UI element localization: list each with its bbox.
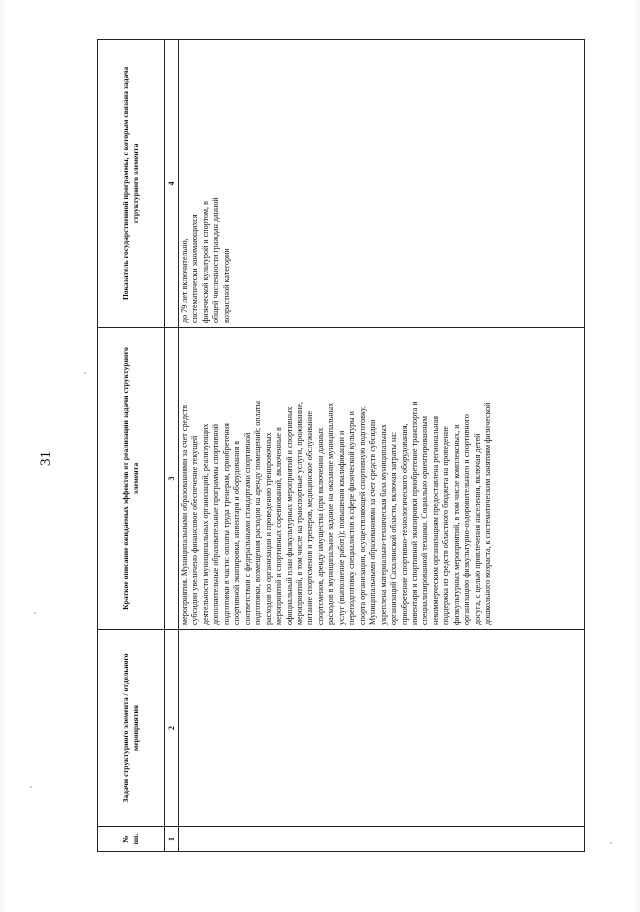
rotated-table-container: [97, 40, 587, 852]
table-row: [179, 40, 585, 852]
scan-speck: [610, 842, 612, 844]
row-number-cell: [179, 827, 585, 852]
header-effects: Краткое описание ожидаемых эффектов от реализации задачи структурного элемента: [98, 328, 165, 630]
column-number: 1: [165, 827, 179, 852]
task-cell: [179, 630, 585, 827]
scan-speck: [30, 786, 32, 788]
effects-cell: [179, 328, 585, 630]
page-number: 31: [38, 451, 54, 466]
column-number: 4: [165, 40, 179, 328]
table-header-row: [98, 40, 165, 852]
header-indicator: Показатель государственной программы, с которым связана задача структурного элемента: [98, 40, 165, 328]
indicator-cell: [179, 40, 585, 328]
indicator-text: до 79 лет включительно, систематически занимающихся физической культурой и спортом, в общей численности граждан данной возрастной категории: [180, 197, 231, 323]
program-table: [97, 39, 585, 852]
column-number: 3: [165, 328, 179, 630]
scan-speck: [84, 372, 86, 374]
column-number: 2: [165, 630, 179, 827]
scan-speck: [34, 612, 36, 614]
effects-text: мероприятия. Муниципальными образованиями за счет средств субсидии увеличено финансовое обеспечение текущей деятельности муниципальных организаций, реализующих дополнительные образовательные программы спортивной подготовки в части: оплаты труда тренерам, приобретения спортивной экипировки, инвентаря и оборудования в соответствии с федеральными стандартами спортивной подготовки, возмещения расходов на аренду помещений; оплаты расходов по организации и проведению тренировочных мероприятий и спортивных соревнований, включенные в официальный план физкультурных мероприятий и спортивных мероприятий, в том числе на транспортные услуги, проживание, питание спортсменов и тренеров, медицинское обслуживание спортсменов, аренду имущества (при включении данных расходов в муниципальное задание на оказание муниципальных услуг (выполнение работ)); повышения квалификации и переподготовку специалистов в сфере физической культуры и спорта организации, осуществляющей спортивную подготовку. Муниципальными образованиями за счет средств субсидии укреплена материально-техническая база муниципальных организаций Сахалинской области, включая затраты на: приобретение спортивно-технологического оборудования, инвентаря и спортивной экипировки приобретение транспорта и специализированной техники. Социально ориентированным некоммерческим организациям предоставлена региональная поддержка из средств областного бюджета на проведение физкультурных мероприятий, в том числе комплексных, и организацию физкультурно-оздоровительного и спортивного досуга, с целью привлечения населения, включая детей дошкольного возраста, к систематическим занятиям физической: [180, 401, 493, 625]
header-number: № пп.: [98, 827, 165, 852]
column-number-row: [165, 40, 179, 852]
header-task: Задачи структурного элемента / отдельного мероприятия: [98, 630, 165, 827]
